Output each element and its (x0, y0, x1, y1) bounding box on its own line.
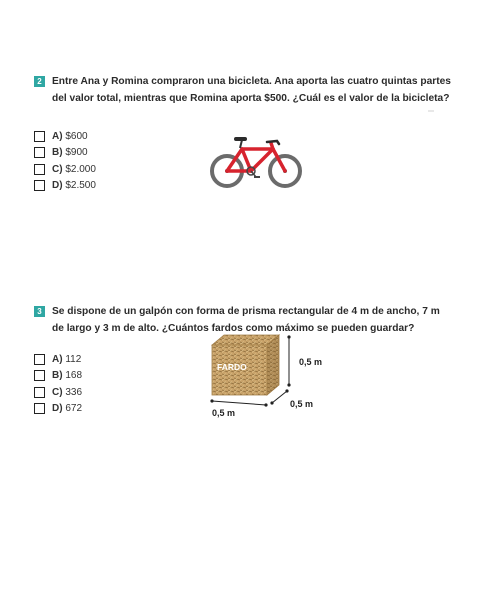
option-checkbox[interactable] (34, 387, 45, 398)
bicycle-illustration (209, 135, 304, 190)
faint-mark (428, 110, 434, 112)
option-c[interactable] (34, 161, 96, 178)
option-checkbox[interactable] (34, 354, 45, 365)
answer-options (34, 351, 82, 417)
question-header (34, 73, 454, 107)
option-checkbox[interactable] (34, 131, 45, 142)
option-checkbox[interactable] (34, 164, 45, 175)
question-header (34, 303, 454, 337)
width-dimension: 0,5 m (212, 408, 236, 418)
bike-seat (234, 137, 247, 141)
question-3 (34, 303, 454, 418)
option-value: $2.000 (65, 163, 96, 175)
option-letter: B) (52, 147, 63, 159)
question-2 (34, 73, 454, 192)
option-letter: D) (52, 180, 63, 192)
option-value: $600 (65, 130, 88, 142)
height-dimension: 0,5 m (299, 357, 323, 367)
bale-label: FARDO (217, 362, 247, 372)
option-b[interactable] (34, 145, 96, 162)
option-a[interactable] (34, 128, 96, 145)
option-checkbox[interactable] (34, 370, 45, 381)
option-c[interactable] (34, 384, 82, 401)
question-number-badge: 2 (34, 76, 45, 87)
option-checkbox[interactable] (34, 147, 45, 158)
bike-frame (227, 143, 285, 171)
option-b[interactable] (34, 368, 82, 385)
option-a[interactable] (34, 351, 82, 368)
answer-options (34, 128, 96, 194)
option-value: 112 (65, 353, 82, 365)
option-letter: C) (52, 386, 63, 398)
option-value: $900 (65, 147, 88, 159)
option-d[interactable] (34, 178, 96, 195)
option-letter: B) (52, 370, 63, 382)
option-value: 336 (65, 386, 83, 398)
option-letter: D) (52, 403, 63, 415)
depth-dimension: 0,5 m (290, 399, 314, 409)
hay-bale-figure (204, 333, 339, 423)
option-checkbox[interactable] (34, 180, 45, 191)
option-checkbox[interactable] (34, 403, 45, 414)
option-value: 168 (65, 370, 83, 382)
option-d[interactable] (34, 401, 82, 418)
option-value: 672 (65, 403, 83, 415)
option-letter: A) (52, 130, 63, 142)
question-text: Entre Ana y Romina compraron una bicicleta. Ana aporta las cuatro quintas partes del valor total, mientras que Romina aporta $500. ¿Cuál es el valor de la bicicleta? (52, 76, 451, 104)
option-letter: C) (52, 163, 63, 175)
option-value: $2.500 (65, 180, 96, 192)
question-text: Se dispone de un galpón con forma de prisma rectangular de 4 m de ancho, 7 m de largo y 3 m de alto. ¿Cuántos fardos como máximo se pueden guardar? (52, 306, 440, 334)
option-letter: A) (52, 353, 63, 365)
question-number-badge: 3 (34, 306, 45, 317)
